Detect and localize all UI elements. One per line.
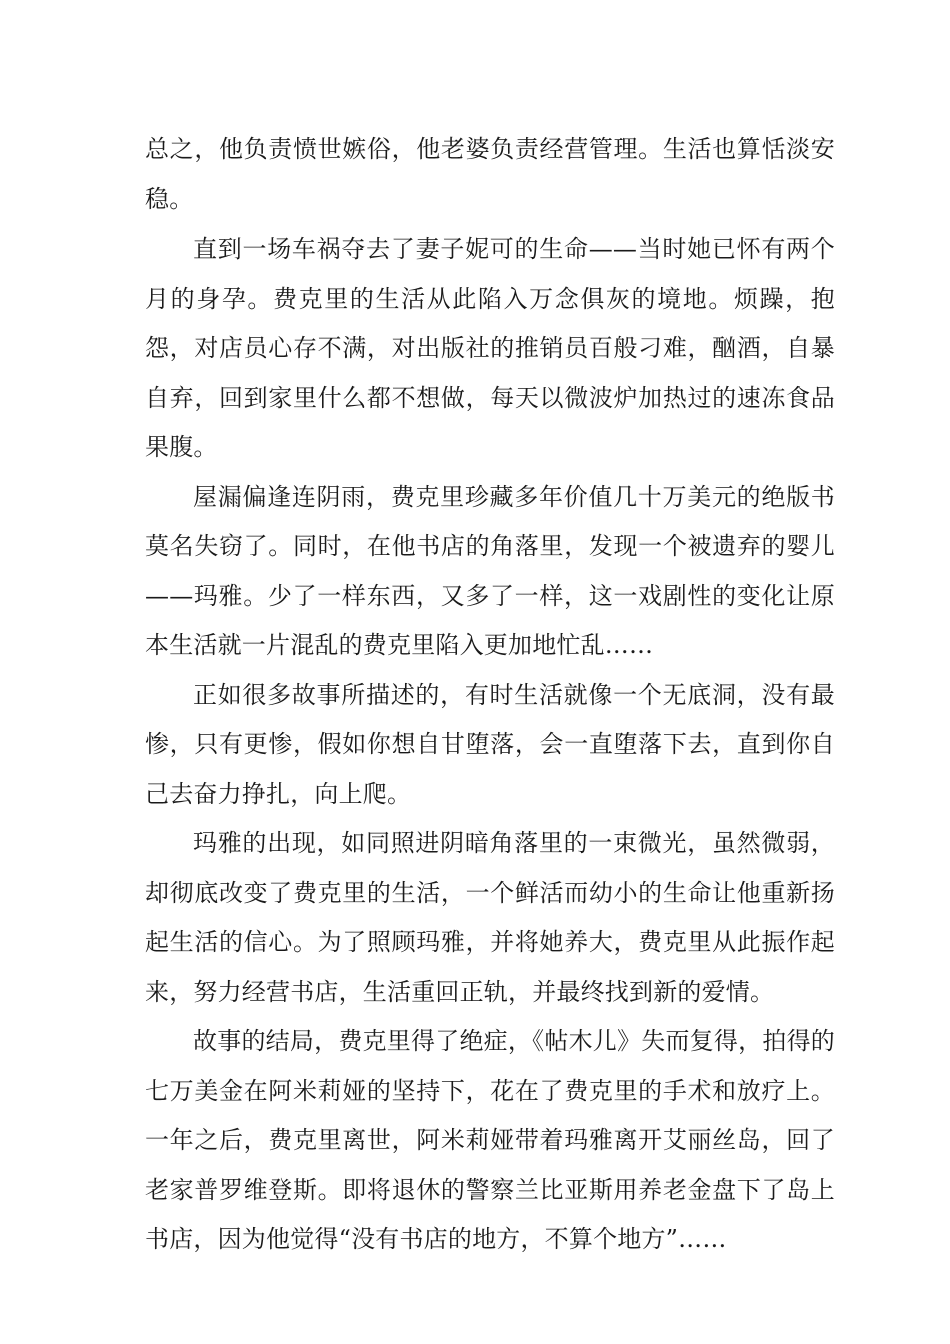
text-block-main <box>145 225 835 1265</box>
paragraph-1: 总之，他负责愤世嫉俗，他老婆负责经营管理。生活也算恬淡安稳。 <box>145 135 835 213</box>
paragraph-4: 正如很多故事所描述的，有时生活就像一个无底洞，没有最惨，只有更惨，假如你想自甘堕落，会一直堕落下去，直到你自己去奋力挣扎，向上爬。 <box>145 680 835 808</box>
paragraph-3: 屋漏偏逢连阴雨，费克里珍藏多年价值几十万美元的绝版书莫名失窃了。同时，在他书店的角落里，发现一个被遗弃的婴儿——玛雅。少了一样东西，又多了一样，这一戏剧性的变化让原本生活就一片混乱的费克里陷入更加地忙乱…… <box>145 482 835 659</box>
paragraph-6: 故事的结局，费克里得了绝症，《帖木儿》失而复得，拍得的七万美金在阿米莉娅的坚持下，花在了费克里的手术和放疗上。一年之后，费克里离世，阿米莉娅带着玛雅离开艾丽丝岛，回了老家普罗维登斯。即将退休的警察兰比亚斯用养老金盘下了岛上书店，因为他觉得“没有书店的地方，不算个地方”…… <box>145 1027 835 1253</box>
paragraph-5: 玛雅的出现，如同照进阴暗角落里的一束微光，虽然微弱，却彻底改变了费克里的生活，一个鲜活而幼小的生命让他重新扬起生活的信心。为了照顾玛雅，并将她养大，费克里从此振作起来，努力经营书店，生活重回正轨，并最终找到新的爱情。 <box>145 829 835 1006</box>
paragraph-2: 直到一场车祸夺去了妻子妮可的生命——当时她已怀有两个月的身孕。费克里的生活从此陷入万念俱灰的境地。烦躁，抱怨，对店员心存不满，对出版社的推销员百般刁难，酗酒，自暴自弃，回到家里什么都不想做，每天以微波炉加热过的速冻食品果腹。 <box>145 235 835 461</box>
text-block-top <box>145 125 835 224</box>
